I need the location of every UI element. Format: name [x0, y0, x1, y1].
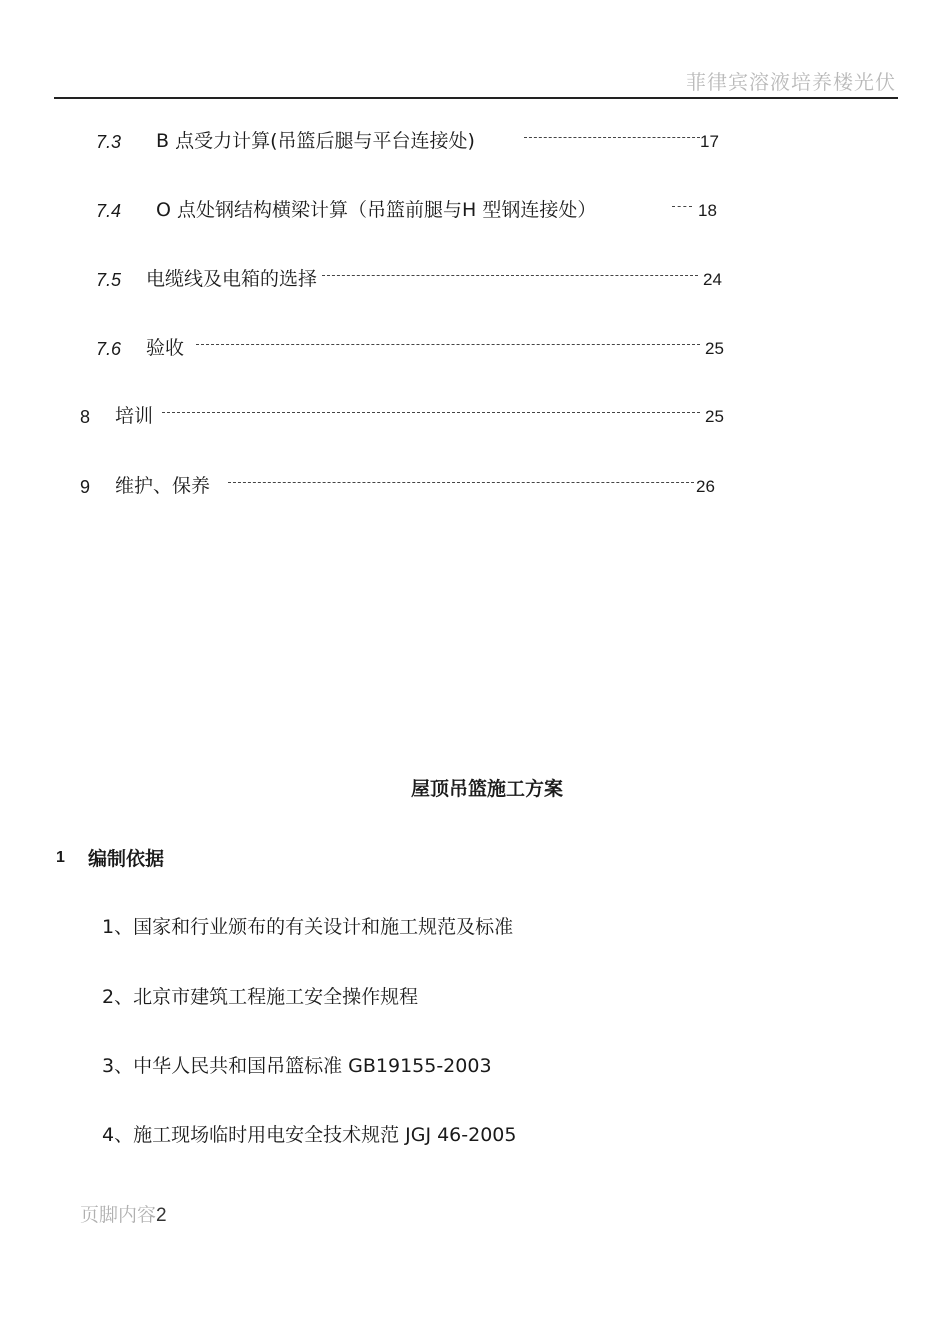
reference-item: 2、北京市建筑工程施工安全操作规程: [102, 986, 419, 1008]
toc-row[interactable]: [96, 195, 736, 225]
reference-item: 1、国家和行业颁布的有关设计和施工规范及标准: [102, 916, 514, 938]
toc-label: B 点受力计算(吊篮后腿与平台连接处): [156, 130, 475, 152]
toc-number: 7.6: [96, 339, 122, 359]
toc-number: 9: [80, 477, 91, 497]
document-title: 屋顶吊篮施工方案: [410, 778, 563, 800]
toc-label: 验收: [146, 337, 185, 359]
reference-item: 3、中华人民共和国吊篮标准 GB19155-2003: [102, 1055, 492, 1077]
page-footer: [80, 1200, 167, 1227]
toc-label: 培训: [115, 405, 154, 427]
toc-page: 26: [696, 477, 715, 496]
toc-number: 7.5: [96, 270, 122, 290]
toc-number: 7.3: [96, 132, 122, 152]
section-number: 1: [56, 849, 65, 866]
toc-row[interactable]: [80, 401, 736, 431]
toc-leader: [524, 137, 700, 138]
toc-row[interactable]: [96, 126, 736, 156]
footer-page-number: 2: [156, 1205, 167, 1226]
footer-label: 页脚内容: [80, 1204, 157, 1226]
toc-row[interactable]: [96, 333, 736, 363]
toc-page: 25: [705, 339, 724, 358]
toc-label: 维护、保养: [115, 475, 211, 497]
toc-number: 7.4: [96, 201, 122, 221]
toc-page: 18: [698, 201, 717, 220]
toc-leader: [672, 206, 692, 207]
toc-leader: [196, 344, 700, 345]
toc-number: 8: [80, 407, 91, 427]
toc-leader: [322, 275, 698, 276]
header-watermark: 菲律宾溶液培养楼光伏: [686, 70, 896, 94]
toc-page: 24: [703, 270, 722, 289]
toc-leader: [162, 412, 700, 413]
toc-label: O 点处钢结构横梁计算（吊篮前腿与H 型钢连接处）: [156, 199, 597, 221]
toc-row[interactable]: [80, 471, 736, 501]
toc-page: 17: [700, 132, 719, 151]
toc-page: 25: [705, 407, 724, 426]
reference-item: 4、施工现场临时用电安全技术规范 JGJ 46-2005: [102, 1124, 517, 1146]
toc-row[interactable]: [96, 264, 736, 294]
toc-label: 电缆线及电箱的选择: [146, 268, 318, 290]
toc-leader: [228, 482, 694, 483]
header-rule: [54, 97, 898, 99]
section-title: 编制依据: [88, 848, 165, 870]
